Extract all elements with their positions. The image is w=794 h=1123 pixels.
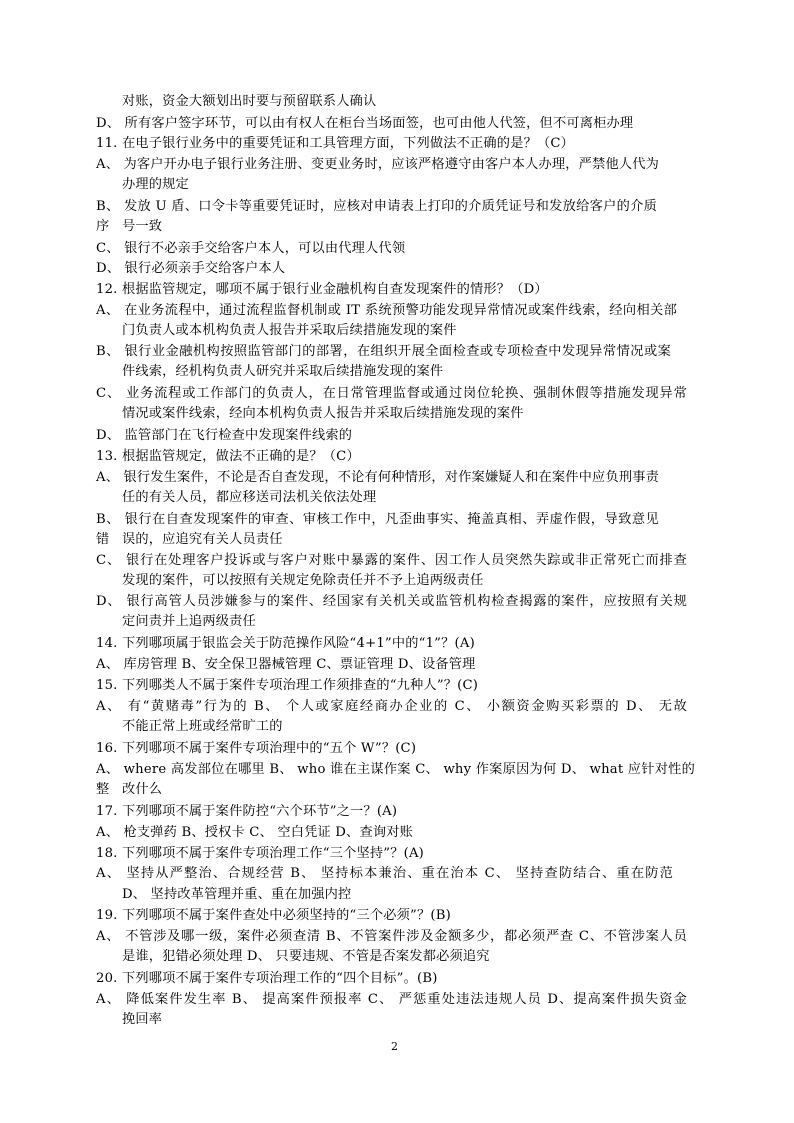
text-line-20: 任的有关人员，都应移送司法机关依法处理	[122, 490, 377, 505]
text-line-43: 20. 下列哪项不属于案件专项治理工作的“四个目标”。(B)	[96, 971, 438, 986]
text-line-19: A、 银行发生案件，不论是否自查发现，不论有何种情形，对作案嫌疑人和在案件中应负刑事责	[96, 470, 659, 485]
text-line-17: D、 监管部门在飞行检查中发现案件线索的	[96, 428, 353, 443]
text-line-45: 挽回率	[122, 1012, 163, 1027]
text-line-42: 是谁，犯错必须处理 D、 只要违规、不管是否案发都必须追究	[122, 949, 490, 964]
text-line-21: B、 银行在自查发现案件的审查、审核工作中，凡歪曲事实、掩盖真相、弄虚作假，导致意见错	[96, 512, 659, 547]
text-line-2: D、 所有客户签字环节，可以由有权人在柜台当场面签，也可由他人代签，但不可离柜办理	[96, 116, 634, 131]
text-line-28: A、 库房管理 B、安全保卫器械管理 C、票证管理 D、设备管理	[96, 657, 476, 672]
text-line-8: C、 银行不必亲手交给客户本人，可以由代理人代领	[96, 241, 406, 256]
text-line-4: A、 为客户开办电子银行业务注册、变更业务时，应该严格遵守由客户本人办理，严禁他人代为	[96, 157, 659, 172]
text-line-44: A、 降低案件发生率 B、 提高案件预报率 C、 严惩重处违法违规人员 D、提高案件损失资金	[96, 992, 687, 1007]
text-line-6: B、 发放 U 盾、口令卡等重要凭证时，应核对申请表上打印的介质凭证号和发放给客户的介质序	[96, 199, 657, 234]
text-line-27: 14. 下列哪项属于银监会关于防范操作风险“4+1”中的“1”？(A)	[96, 636, 475, 651]
text-line-38: A、 坚持从严整治、合规经营 B、 坚持标本兼治、重在治本 C、 坚持查防结合、重在防范	[96, 866, 673, 881]
text-line-24: 发现的案件，可以按照有关规定免除责任并不予上追两级责任	[122, 573, 484, 588]
text-line-13: B、 银行业金融机构按照监管部门的部署，在组织开展全面检查或专项检查中发现异常情况或案	[96, 344, 671, 359]
text-line-1: 对账，资金大额划出时要与预留联系人确认	[122, 94, 377, 109]
text-line-12: 门负责人或本机构负责人报告并采取后续措施发现的案件	[122, 323, 457, 338]
text-line-3: 11. 在电子银行业务中的重要凭证和工具管理方面，下列做法不正确的是？（C）	[96, 136, 575, 151]
text-line-30: A、 有“黄赌毒”行为的 B、 个人或家庭经商办企业的 C、 小额资金购买彩票的 D、 无故	[96, 699, 687, 714]
text-line-35: 17. 下列哪项不属于案件防控“六个环节”之一？(A)	[96, 804, 398, 819]
text-line-33: A、 where 高发部位在哪里 B、 who 谁在主谋作案 C、 why 作案原因为何 D、 what 应针对性的整	[96, 762, 695, 797]
text-line-11: A、 在业务流程中，通过流程监督机制或 IT 系统预警功能发现异常情况或案件线索，经向相关部	[96, 303, 677, 318]
text-line-9: D、 银行必须亲手交给客户本人	[96, 261, 286, 276]
text-line-14: 件线索，经机构负责人研究并采取后续措施发现的案件	[122, 364, 444, 379]
text-line-41: A、 不管涉及哪一级，案件必须查清 B、不管案件涉及金额多少，都必须严查 C、不管涉案人员	[96, 929, 687, 944]
text-line-26: 定问责并上追两级责任	[122, 614, 256, 629]
text-line-10: 12. 根据监管规定，哪项不属于银行业金融机构自查发现案件的情形？（D）	[96, 282, 548, 297]
text-line-7: 号一致	[122, 219, 163, 234]
text-line-15: C、 业务流程或工作部门的负责人，在日常管理监督或通过岗位轮换、强制休假等措施发现异常	[96, 386, 687, 401]
text-line-32: 16. 下列哪项不属于案件专项治理中的“五个 W”？(C)	[96, 741, 417, 756]
text-line-29: 15. 下列哪类人不属于案件专项治理工作须排查的“九种人”？(C)	[96, 678, 479, 693]
text-line-36: A、 枪支弹药 B、授权卡 C、 空白凭证 D、查询对账	[96, 825, 413, 840]
text-line-18: 13. 根据监管规定，做法不正确的是？（C）	[96, 449, 360, 464]
text-line-23: C、 银行在处理客户投诉或与客户对账中暴露的案件、因工作人员突然失踪或非正常死亡而排查	[96, 553, 687, 568]
text-line-40: 19. 下列哪项不属于案件查处中必须坚持的“三个必须”？(B)	[96, 908, 451, 923]
text-line-37: 18. 下列哪项不属于案件专项治理工作“三个坚持”？(A)	[96, 846, 425, 861]
text-line-31: 不能正常上班或经常旷工的	[122, 719, 283, 734]
text-line-25: D、 银行高管人员涉嫌参与的案件、经国家有关机关或监管机构检查揭露的案件，应按照有关规	[96, 594, 687, 609]
text-line-39: D、 坚持改革管理并重、重在加强内控	[122, 887, 352, 902]
text-line-22: 误的，应追究有关人员责任	[122, 532, 283, 547]
text-line-5: 办理的规定	[122, 177, 189, 192]
text-line-34: 改什么	[122, 782, 163, 797]
page-number: 2	[391, 1040, 398, 1053]
text-line-16: 情况或案件线索，经向本机构负责人报告并采取后续措施发现的案件	[122, 406, 524, 421]
